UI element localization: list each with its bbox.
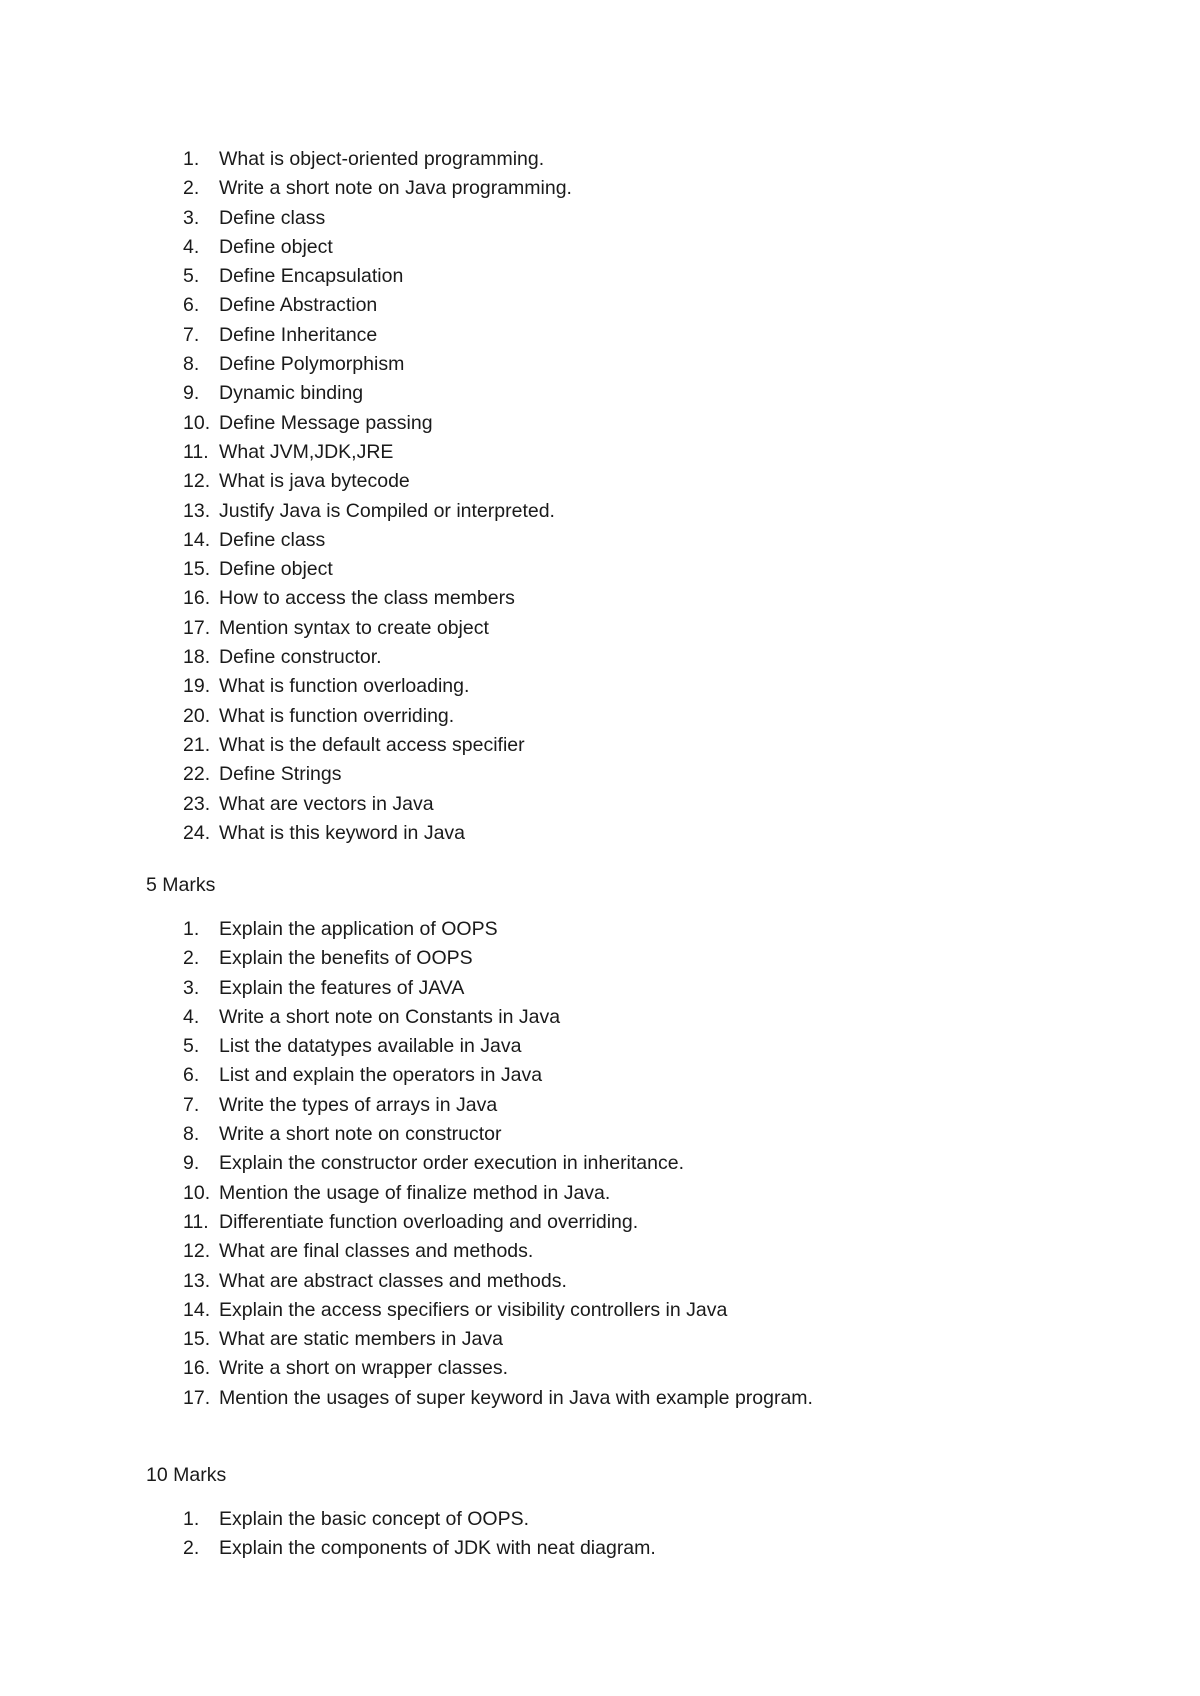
question-number: 16. <box>183 1357 211 1380</box>
question-number: 5. <box>183 1035 200 1058</box>
question-text: Explain the basic concept of OOPS. <box>219 1508 530 1530</box>
question-number: 22. <box>183 763 211 786</box>
question-text: Define Inheritance <box>219 323 378 346</box>
question-text: Explain the constructor order execution in inheritance. <box>219 1152 685 1175</box>
question-number: 13. <box>183 499 211 522</box>
question-text: Define Polymorphism <box>219 353 405 376</box>
question-text: Define object <box>219 235 333 258</box>
question-number: 17. <box>183 1386 211 1409</box>
question-text: Explain the components of JDK with neat diagram. <box>219 1537 656 1560</box>
question-text: What are vectors in Java <box>219 792 434 815</box>
question-number: 10. <box>183 1181 211 1204</box>
question-text: Write a short note on constructor <box>219 1123 502 1146</box>
question-number: 10. <box>183 411 211 434</box>
question-number: 3. <box>183 206 200 229</box>
question-text: Define Message passing <box>219 411 433 434</box>
question-text: Justify Java is Compiled or interpreted. <box>219 499 555 522</box>
question-number: 4. <box>183 1005 200 1028</box>
question-text: Define Abstraction <box>219 294 378 317</box>
question-text: Mention the usage of finalize method in Java. <box>219 1181 611 1204</box>
question-number: 15. <box>183 558 211 581</box>
question-text: Mention the usages of super keyword in Java with example program. <box>219 1386 813 1409</box>
question-text: Mention syntax to create object <box>219 616 489 639</box>
question-text: Write a short on wrapper classes. <box>219 1357 509 1380</box>
question-number: 21. <box>183 733 211 756</box>
question-text: What is this keyword in Java <box>219 821 466 844</box>
question-text: Write the types of arrays in Java <box>219 1093 498 1116</box>
question-text: What is object-oriented programming. <box>219 148 545 170</box>
question-number: 6. <box>183 1064 200 1087</box>
question-text: What are abstract classes and methods. <box>219 1269 567 1292</box>
question-text: Define Strings <box>219 763 342 786</box>
question-number: 24. <box>183 821 211 844</box>
question-number: 20. <box>183 704 211 727</box>
question-text: Define object <box>219 558 333 581</box>
question-text: Explain the features of JAVA <box>219 976 465 999</box>
question-text: Explain the benefits of OOPS <box>219 947 473 970</box>
five-marks-heading: 5 Marks <box>146 874 216 896</box>
question-number: 16. <box>183 587 211 610</box>
question-text: Differentiate function overloading and overriding. <box>219 1210 639 1233</box>
question-text: List the datatypes available in Java <box>219 1035 522 1058</box>
question-text: Define constructor. <box>219 646 382 669</box>
question-number: 12. <box>183 470 211 493</box>
question-number: 11. <box>183 440 209 463</box>
question-number: 1. <box>183 1508 200 1530</box>
question-text: What is function overloading. <box>219 675 470 698</box>
question-text: Define class <box>219 206 326 229</box>
question-number: 14. <box>183 1298 211 1321</box>
question-number: 9. <box>183 1152 200 1175</box>
question-number: 7. <box>183 323 200 346</box>
question-text: What is function overriding. <box>219 704 455 727</box>
question-number: 17. <box>183 616 211 639</box>
question-number: 19. <box>183 675 211 698</box>
question-text: Define class <box>219 528 326 551</box>
ten-marks-heading: 10 Marks <box>146 1464 227 1486</box>
question-number: 7. <box>183 1093 200 1116</box>
question-text: Write a short note on Java programming. <box>219 177 572 200</box>
question-number: 5. <box>183 265 200 288</box>
question-number: 2. <box>183 177 200 200</box>
question-text: List and explain the operators in Java <box>219 1064 543 1087</box>
question-number: 3. <box>183 976 200 999</box>
question-number: 13. <box>183 1269 211 1292</box>
question-text: Dynamic binding <box>219 382 364 405</box>
question-number: 1. <box>183 148 200 170</box>
question-number: 14. <box>183 528 211 551</box>
question-text: What are static members in Java <box>219 1328 503 1351</box>
question-text: Explain the application of OOPS <box>219 918 498 940</box>
question-number: 18. <box>183 646 211 669</box>
question-number: 11. <box>183 1210 209 1233</box>
question-text: Define Encapsulation <box>219 265 404 288</box>
question-text: How to access the class members <box>219 587 515 610</box>
question-text: What is the default access specifier <box>219 733 525 756</box>
question-number: 4. <box>183 235 200 258</box>
question-text: What JVM,JDK,JRE <box>219 440 394 463</box>
question-number: 23. <box>183 792 211 815</box>
question-text: What is java bytecode <box>219 470 410 493</box>
question-number: 15. <box>183 1328 211 1351</box>
question-text: Write a short note on Constants in Java <box>219 1005 561 1028</box>
question-number: 9. <box>183 382 200 405</box>
question-number: 1. <box>183 918 200 940</box>
question-number: 8. <box>183 353 200 376</box>
question-number: 8. <box>183 1123 200 1146</box>
question-text: Explain the access specifiers or visibility controllers in Java <box>219 1298 728 1321</box>
question-number: 2. <box>183 1537 200 1560</box>
question-number: 2. <box>183 947 200 970</box>
question-text: What are final classes and methods. <box>219 1240 534 1263</box>
question-number: 12. <box>183 1240 211 1263</box>
question-number: 6. <box>183 294 200 317</box>
